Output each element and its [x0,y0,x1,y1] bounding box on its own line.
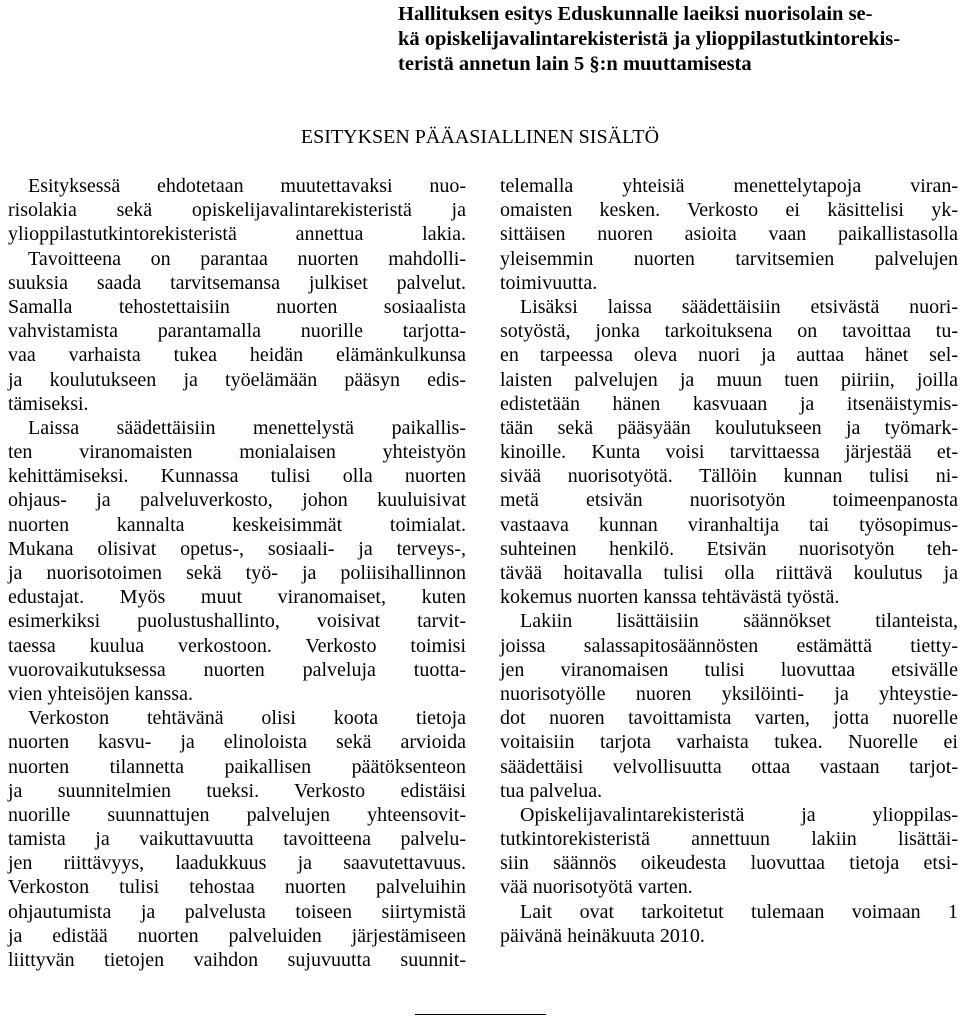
text-line: ja edistää nuorten palveluiden järjestämiseen [8,924,466,947]
text-line: jen viranomaisen tulisi luovuttaa etsivälle [500,658,958,681]
text-line: Lisäksi laissa säädettäisiin etsivästä nuori- [520,295,958,318]
text-line: metä etsivän nuorisotyön toimeenpanosta [500,489,958,512]
text-line: jen riittävyys, laadukkuus ja saavutettavuus. [8,852,466,875]
text-line: siin säännös oikeudesta luovuttaa tietoja etsi- [500,852,958,875]
text-line: Verkoston tulisi tehostaa nuorten palveluihin [8,876,466,899]
text-line: tävää hoitavalla tulisi olla riittävä koulutus ja [500,562,958,584]
text-line: sittäisen nuoren asioita vaan paikallistasolla [500,223,958,246]
footer-separator-line [415,1014,546,1015]
text-line: vahvistamista parantamalla nuorille tarjotta- [8,320,466,343]
text-line: kehittämiseksi. Kunnassa tulisi olla nuorten [8,465,466,488]
text-line: tua palvelua. [500,779,603,802]
text-line: vastaava kunnan viranhaltija tai työsopimus- [500,513,958,536]
text-line: nuorille suunnattujen palvelujen yhteensovit- [8,803,466,826]
text-line: tämiseksi. [8,392,89,415]
text-line: Laissa säädettäisiin menettelystä paikallis- [28,416,466,439]
text-line: kokemus nuorten kanssa tehtävästä työstä. [500,586,840,609]
right-column [500,174,958,948]
text-line: yleisemmin nuorten tarvitsemien palvelujen [500,247,958,270]
section-heading: ESITYKSEN PÄÄASIALLINEN SISÄLTÖ [300,126,660,148]
text-line: ja koulutukseen ja työelämään pääsyn edis- [8,368,466,391]
text-line: telemalla yhteisiä menettelytapoja viran- [500,175,958,197]
text-line: vuorovaikutuksessa nuorten palveluja tuotta- [8,658,466,681]
text-line: Lakiin lisättäisiin säännökset tilanteista, [520,610,958,633]
text-line: tamista ja vaikuttavuutta tavoitteena palvelu- [8,828,466,851]
text-line: suhteinen henkilö. Etsivän nuorisotyön teh- [500,537,958,560]
text-line: liittyvän tietojen vaihdon sujuvuutta suunnit- [8,949,466,971]
text-line: laisten palvelujen ja muun tuen piiriin, joilla [500,368,958,391]
title-line: teristä annetun lain 5 §:n muuttamisesta [398,53,752,75]
text-line: vaa varhaista tukea heidän elämänkulkunsa [8,344,466,367]
text-line: omaisten kesken. Verkosto ei käsittelisi yk- [500,199,958,222]
text-line: nuorten kannalta keskeisimmät toimialat. [8,513,466,536]
text-line: risolakia sekä opiskelijavalintarekisteristä ja [8,199,466,222]
text-line: kinoille. Kunta voisi tarvittaessa järjestää et- [500,441,958,464]
text-line: säädettäisi velvollisuutta ottaa vastaan tarjot- [500,755,958,778]
text-line: voitaisiin tarjota varhaista tukea. Nuorelle ei [500,731,958,754]
text-line: sotyöstä, jonka tarkoituksena on tavoittaa tu- [500,320,958,343]
text-line: Verkoston tehtävänä olisi koota tietoja [28,707,466,730]
text-line: Lait ovat tarkoitetut tulemaan voimaan 1 [520,900,958,923]
text-line: sivää nuorisotyötä. Tällöin kunnan tulisi ni- [500,465,958,488]
text-line: tään sekä pääsyään koulutukseen ja työmark- [500,416,958,439]
text-line: Mukana olisivat opetus-, sosiaali- ja terveys-, [8,537,466,560]
text-line: suuksia saada tarvitsemansa julkiset palvelut. [8,271,466,294]
text-line: esimerkiksi puolustushallinto, voisivat tarvit- [8,610,466,633]
text-line: en tarpeessa oleva nuori ja auttaa hänet sel- [500,344,958,367]
left-column [8,174,466,972]
text-line: ylioppilastutkintorekisteristä annettua lakia. [8,223,466,246]
text-line: päivänä heinäkuuta 2010. [500,924,705,947]
text-line: Opiskelijavalintarekisteristä ja ylioppilas- [520,803,958,826]
text-line: ohjaus- ja palveluverkosto, johon kuuluisivat [8,489,466,512]
text-line: dot nuoren tavoittamista varten, jotta nuorelle [500,707,958,730]
text-line: Samalla tehostettaisiin nuorten sosiaalista [8,295,466,318]
text-line: taessa kuulua verkostoon. Verkosto toimisi [8,634,466,657]
text-line: ohjautumista ja palvelusta toiseen siirtymistä [8,900,466,923]
text-line: Esityksessä ehdotetaan muutettavaksi nuo- [28,175,466,197]
title-line: kä opiskelijavalintarekisteristä ja ylioppilastutkintorekis- [398,28,901,50]
text-line: nuorisotyölle nuoren yksilöinti- ja yhteystie- [500,682,958,705]
title-line: Hallituksen esitys Eduskunnalle laeiksi nuorisolain se- [398,3,873,25]
text-line: nuorten kasvu- ja elinoloista sekä arvioida [8,731,466,754]
text-line: ja suunnitelmien tueksi. Verkosto edistäisi [8,779,466,802]
text-line: edistetään hänen kasvuaan ja itsenäistymis- [500,392,958,415]
text-line: ja nuorisotoimen sekä työ- ja poliisihallinnon [8,562,466,584]
text-line: tutkintorekisteristä annettuun lakiin lisättäi- [500,828,958,851]
text-line: Tavoitteena on parantaa nuorten mahdolli- [28,247,466,270]
text-line: vää nuorisotyötä varten. [500,876,693,899]
text-line: toimivuutta. [500,271,598,294]
text-line: ten viranomaisten monialaisen yhteistyön [8,441,466,464]
text-line: edustajat. Myös muut viranomaiset, kuten [8,586,466,609]
text-line: nuorten tilannetta paikallisen päätöksenteon [8,755,466,778]
text-line: joissa salassapitosäännösten estämättä tietty- [500,634,958,657]
text-line: vien yhteisöjen kanssa. [8,682,193,705]
document-title [398,2,954,77]
